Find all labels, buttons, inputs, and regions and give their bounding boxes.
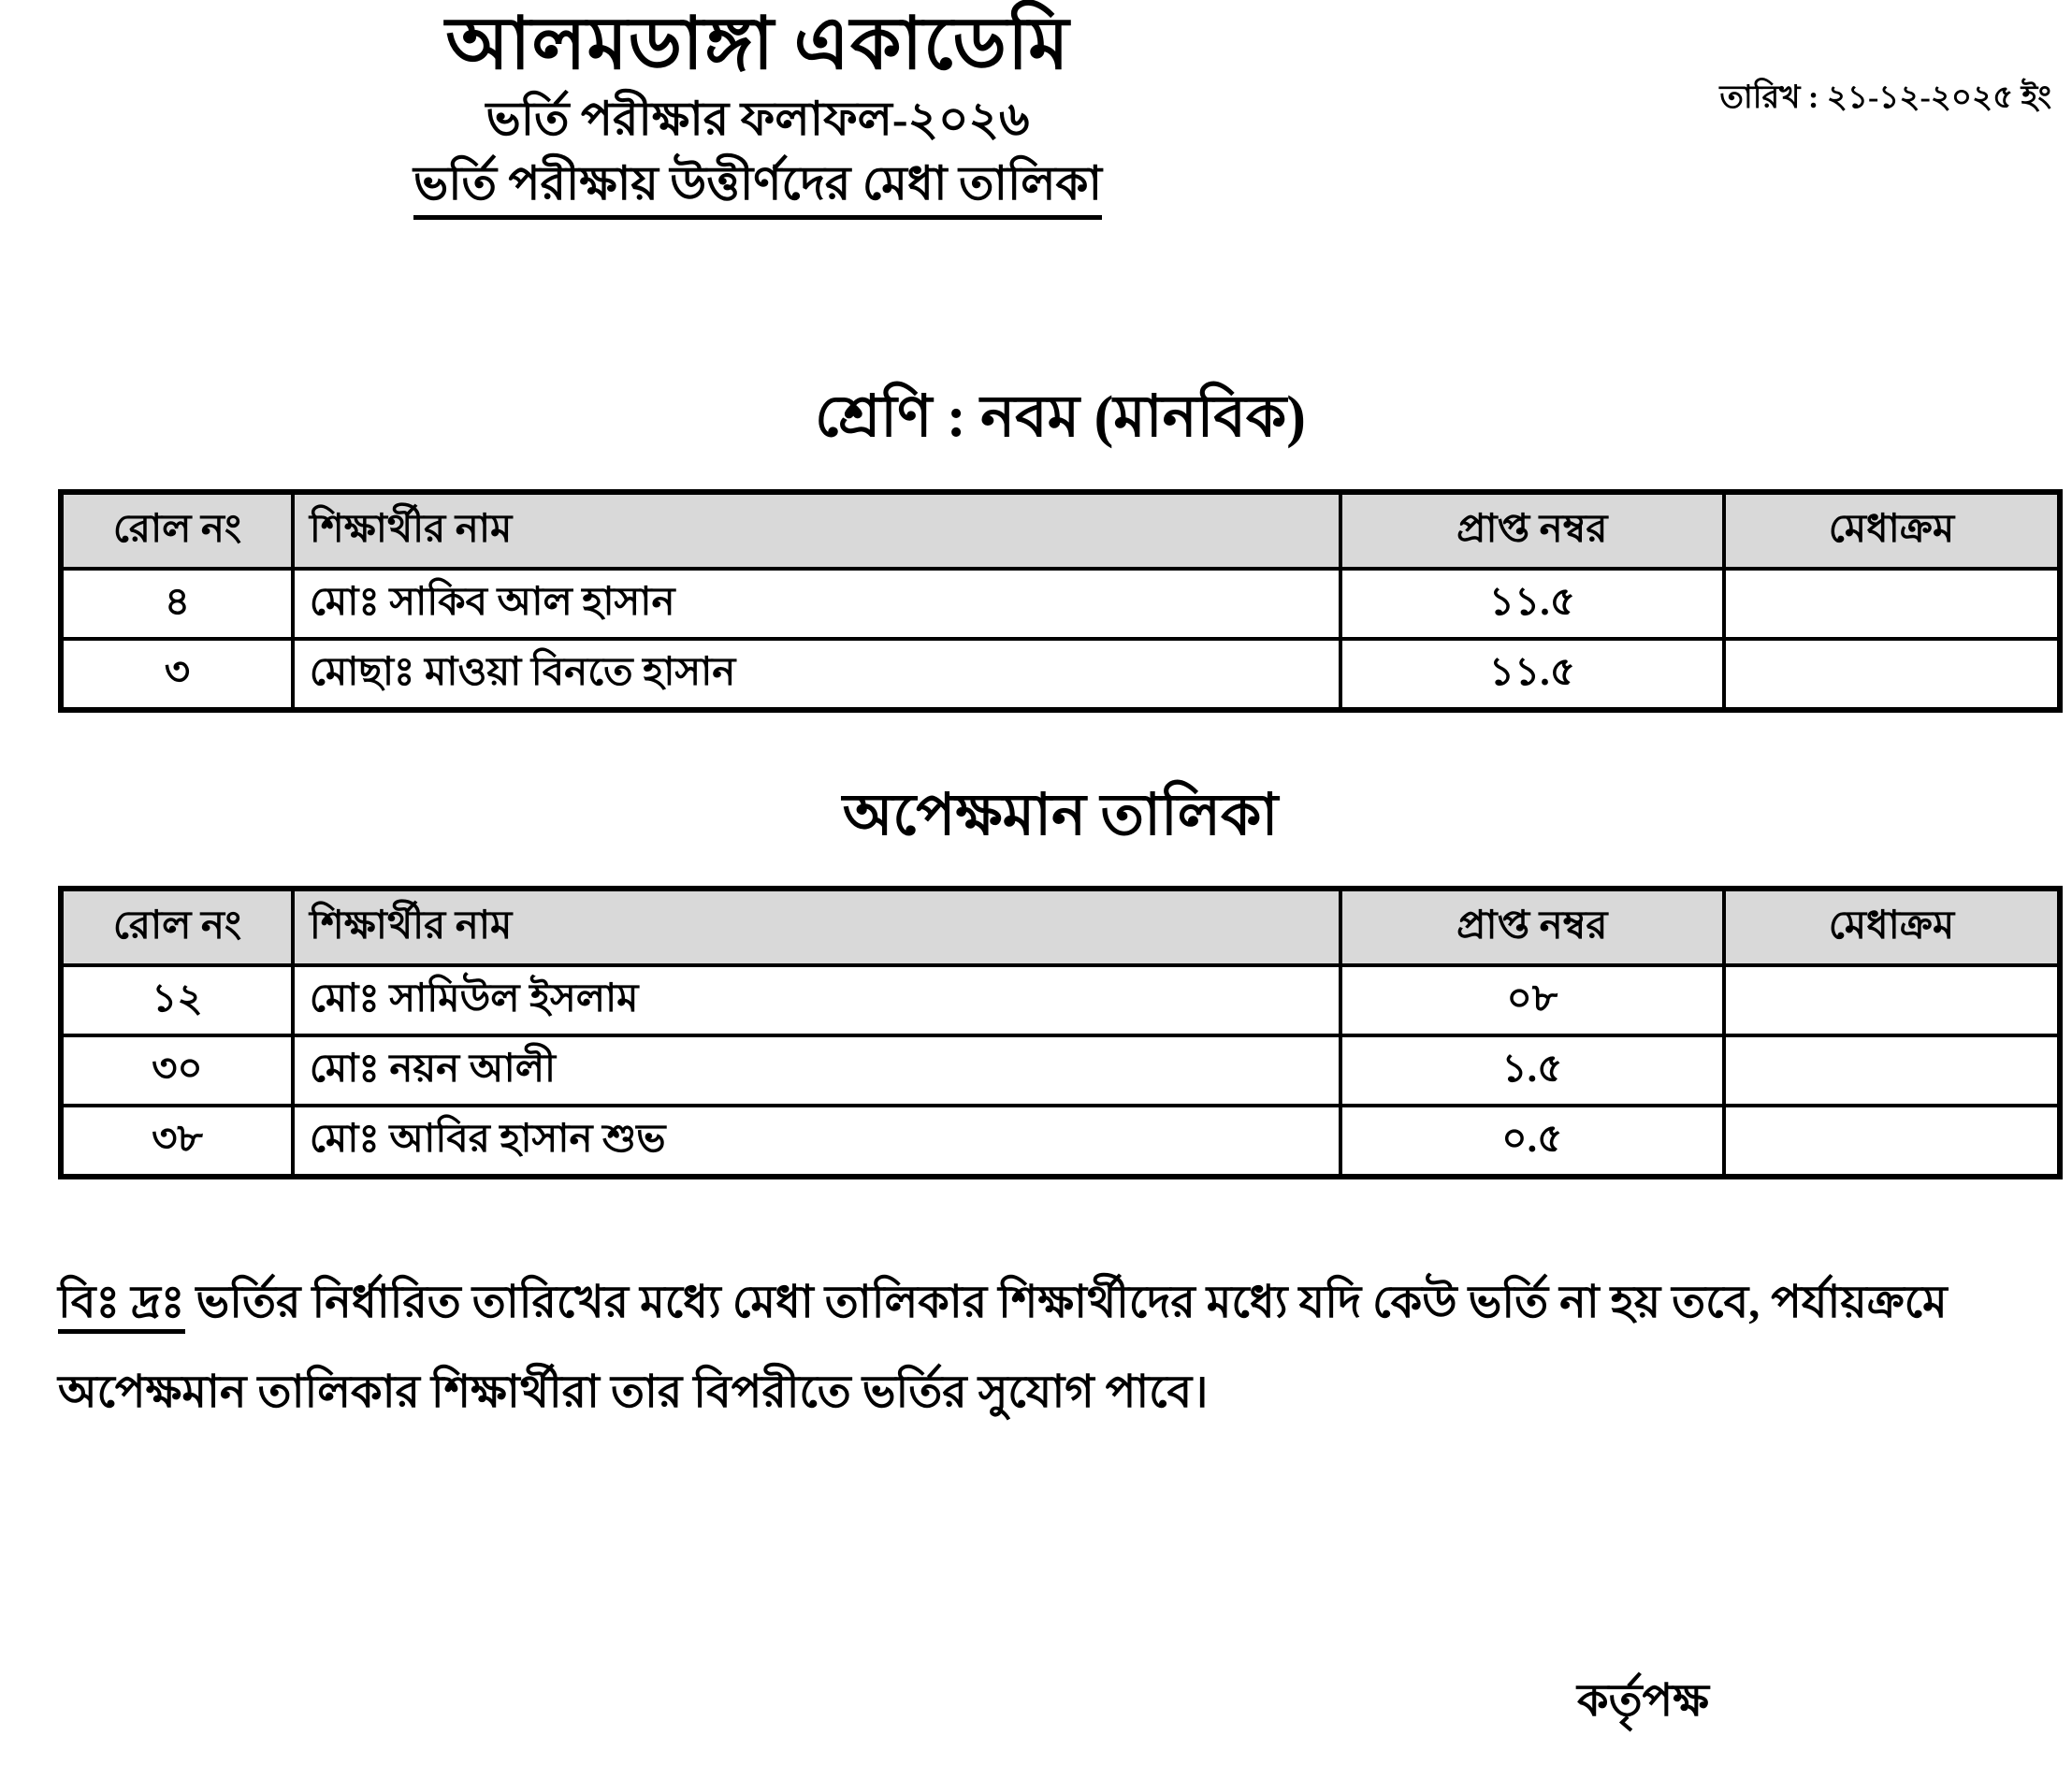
notice-label: বিঃ দ্রঃ xyxy=(58,1278,185,1334)
roll-cell: ৪ xyxy=(61,569,293,639)
waiting-list-table xyxy=(58,886,2063,1179)
name-cell: মোঃ আবির হাসান শুভ xyxy=(293,1106,1340,1177)
merit-cell xyxy=(1724,639,2060,710)
document-header xyxy=(0,0,2072,215)
table-header-row xyxy=(61,492,2060,569)
table-row xyxy=(61,569,2060,639)
column-header-name: শিক্ষার্থীর নাম xyxy=(293,492,1340,569)
header-headings xyxy=(0,0,1515,220)
merit-list-heading: ভর্তি পরীক্ষায় উত্তীর্ণদের মেধা তালিকা xyxy=(413,158,1102,220)
merit-heading-wrap xyxy=(0,158,1515,220)
name-cell: মোঃ নয়ন আলী xyxy=(293,1035,1340,1106)
column-header-name: শিক্ষার্থীর নাম xyxy=(293,889,1340,965)
column-header-roll: রোল নং xyxy=(61,492,293,569)
table-row xyxy=(61,965,2060,1035)
notice-paragraph xyxy=(58,1258,2063,1438)
table-row xyxy=(61,1035,2060,1106)
notice-text: ভর্তির নির্ধারিত তারিখের মধ্যে মেধা তালিকার শিক্ষার্থীদের মধ্যে যদি কেউ ভর্তি না হয় তবে, পর্যায়ক্রমে অপেক্ষমান তালিকার শিক্ষার্থীরা তার বিপরীতে ভর্তির সুযোগ পাবে। xyxy=(58,1278,1948,1417)
table-row xyxy=(61,1106,2060,1177)
table-header-row xyxy=(61,889,2060,965)
marks-cell: ০.৫ xyxy=(1340,1106,1724,1177)
column-header-merit: মেধাক্রম xyxy=(1724,492,2060,569)
date-label: তারিখ : ২১-১২-২০২৫ ইং xyxy=(1719,80,2051,115)
name-cell: মোছাঃ মাওয়া বিনতে হাসান xyxy=(293,639,1340,710)
roll-cell: ৩০ xyxy=(61,1035,293,1106)
table-row xyxy=(61,639,2060,710)
column-header-marks: প্রাপ্ত নম্বর xyxy=(1340,889,1724,965)
merit-cell xyxy=(1724,1035,2060,1106)
waiting-list-heading: অপেক্ষমান তালিকা xyxy=(842,784,1279,847)
roll-cell: ১২ xyxy=(61,965,293,1035)
merit-list-table xyxy=(58,489,2063,713)
marks-cell: ১১.৫ xyxy=(1340,569,1724,639)
column-header-merit: মেধাক্রম xyxy=(1724,889,2060,965)
marks-cell: ১.৫ xyxy=(1340,1035,1724,1106)
page-subtitle: ভর্তি পরীক্ষার ফলাফল-২০২৬ xyxy=(485,92,1030,145)
content-area xyxy=(58,372,2063,1179)
page-title: আলমডাঙ্গা একাডেমি xyxy=(445,3,1070,84)
authority-signature: কর্তৃপক্ষ xyxy=(1577,1676,1710,1726)
column-header-marks: প্রাপ্ত নম্বর xyxy=(1340,492,1724,569)
merit-cell xyxy=(1724,569,2060,639)
marks-cell: ১১.৫ xyxy=(1340,639,1724,710)
name-cell: মোঃ সামিউল ইসলাম xyxy=(293,965,1340,1035)
merit-cell xyxy=(1724,1106,2060,1177)
class-section-heading: শ্রেণি : নবম (মানবিক) xyxy=(815,385,1306,449)
marks-cell: ০৮ xyxy=(1340,965,1724,1035)
roll-cell: ৩ xyxy=(61,639,293,710)
merit-cell xyxy=(1724,965,2060,1035)
column-header-roll: রোল নং xyxy=(61,889,293,965)
roll-cell: ৩৮ xyxy=(61,1106,293,1177)
name-cell: মোঃ সাকিব আল হাসান xyxy=(293,569,1340,639)
